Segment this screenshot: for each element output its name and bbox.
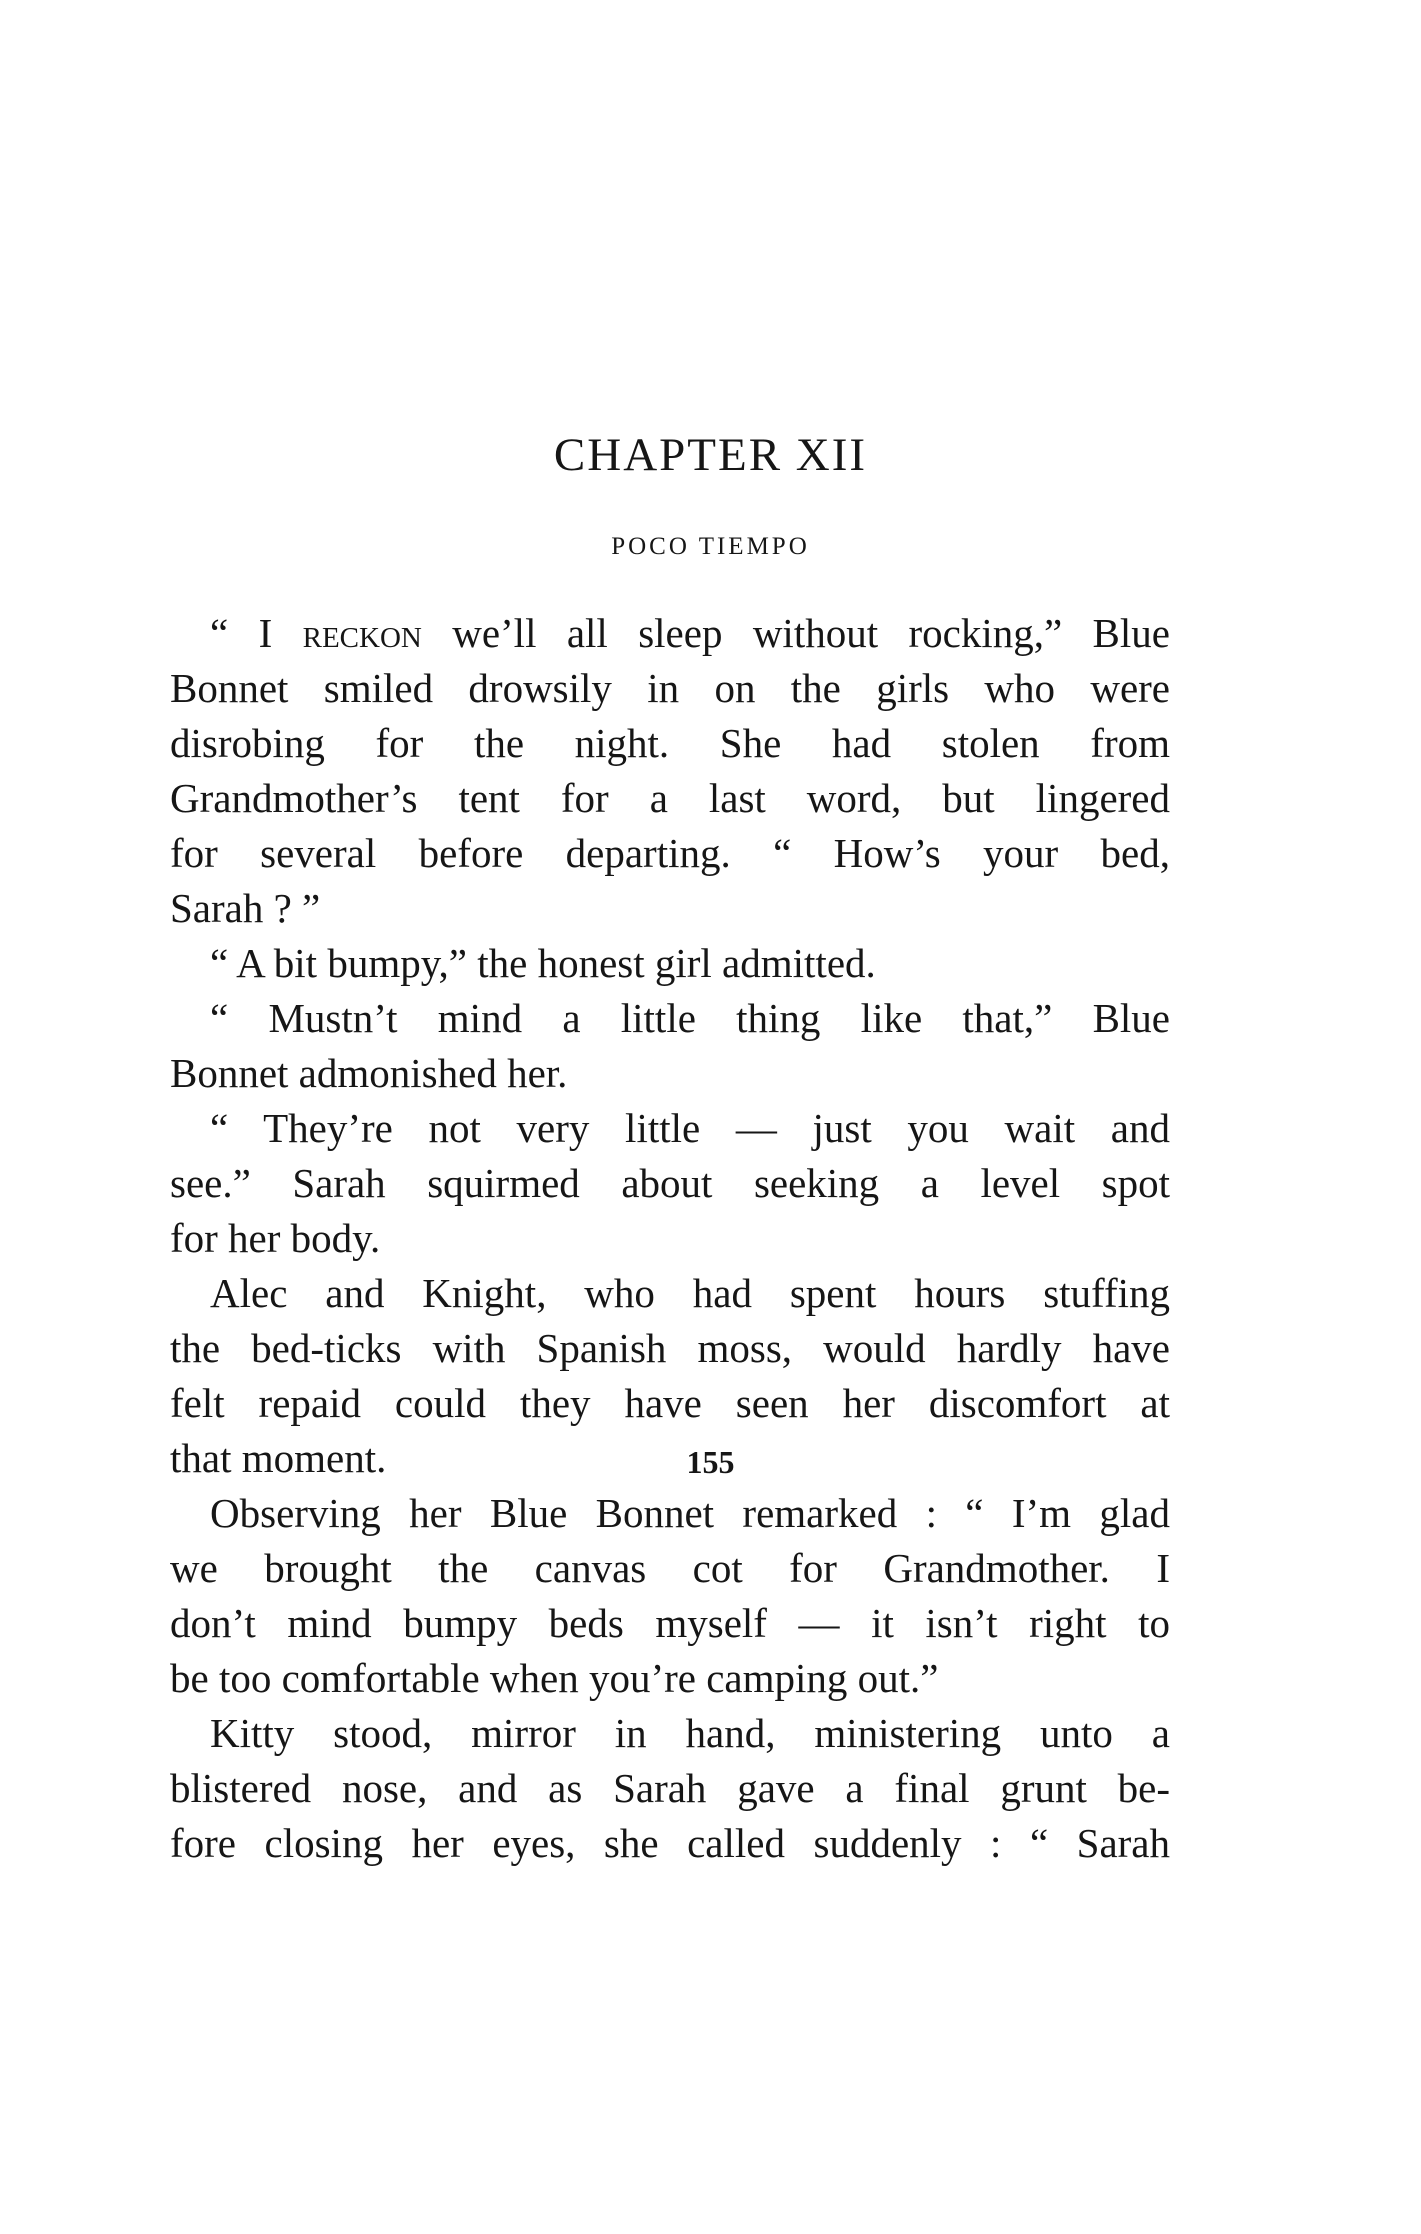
line-smallcaps: reckon xyxy=(302,610,422,656)
text-line: that moment. xyxy=(170,1435,387,1481)
page-number: 155 xyxy=(686,1444,735,1480)
text-line xyxy=(170,606,1170,661)
text-line: “ Mustn’t mind a little thing like that,” Blue xyxy=(210,995,1170,1041)
text-line: fore closing her eyes, she called suddenly : “ Sarah xyxy=(170,1820,1170,1866)
text-line: we brought the canvas cot for Grandmother. I xyxy=(170,1545,1170,1591)
text-line: Kitty stood, mirror in hand, ministering unto a xyxy=(210,1710,1170,1756)
text-line: Sarah ? ” xyxy=(170,885,321,931)
line-lead: “ I xyxy=(210,610,303,656)
text-line: for several before departing. “ How’s your bed, xyxy=(170,830,1170,876)
text-line: see.” Sarah squirmed about seeking a level spot xyxy=(170,1160,1170,1206)
chapter-subtitle: POCO TIEMPO xyxy=(611,533,810,560)
text-line: Grandmother’s tent for a last word, but lingered xyxy=(170,775,1170,821)
text-line: Alec and Knight, who had spent hours stuffing xyxy=(210,1270,1170,1316)
text-line: “ They’re not very little — just you wait and xyxy=(210,1105,1170,1151)
text-line: don’t mind bumpy beds myself — it isn’t right to xyxy=(170,1600,1170,1646)
text-line: for her body. xyxy=(170,1215,381,1261)
text-line: the bed-ticks with Spanish moss, would hardly have xyxy=(170,1325,1170,1371)
body-text xyxy=(170,606,1170,1871)
line-rest: we’ll all sleep without rocking,” Blue xyxy=(421,610,1170,656)
text-line: “ A bit bumpy,” the honest girl admitted. xyxy=(210,940,876,986)
text-line: be too comfortable when you’re camping out.” xyxy=(170,1655,939,1701)
text-line: disrobing for the night. She had stolen from xyxy=(170,720,1170,766)
text-line: Observing her Blue Bonnet remarked : “ I’m glad xyxy=(210,1490,1170,1536)
text-line: blistered nose, and as Sarah gave a final grunt be- xyxy=(170,1765,1170,1811)
chapter-title: CHAPTER XII xyxy=(553,429,868,481)
text-line: Bonnet admonished her. xyxy=(170,1050,568,1096)
text-line: felt repaid could they have seen her discomfort at xyxy=(170,1380,1170,1426)
text-line: Bonnet smiled drowsily in on the girls who were xyxy=(170,665,1170,711)
